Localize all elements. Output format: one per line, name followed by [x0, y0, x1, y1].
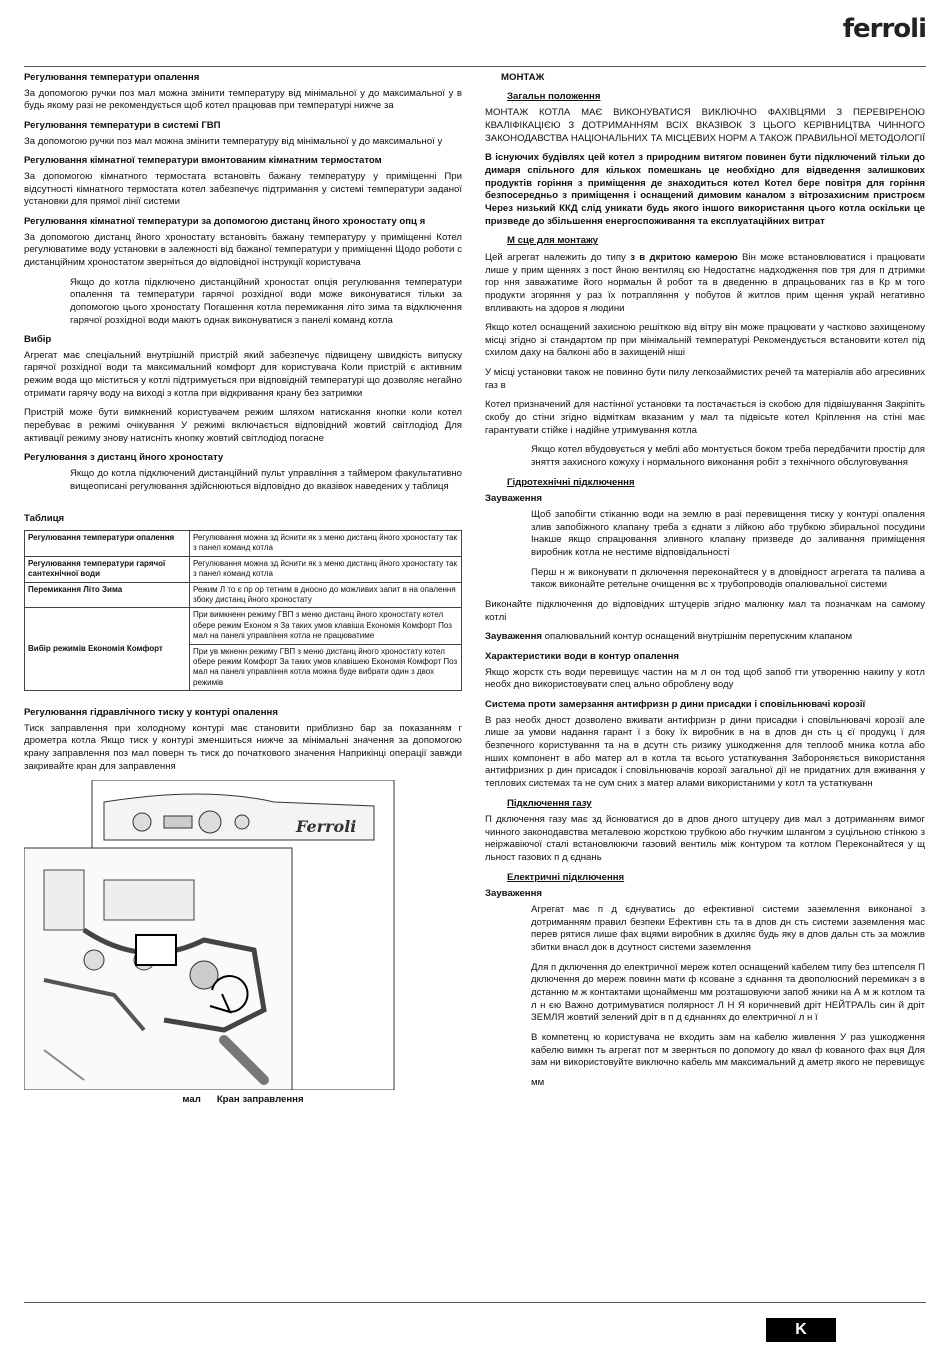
- table-cell-text: При ув мкненн режиму ГВП з меню дистанц йного хроностату котел обере режим Комфорт За таких умов клавішею Економія Комфорт Поз мал на панелі управління котла можна буде вибрати один з двох режимів: [190, 644, 462, 691]
- figure-brand-text: Ferroli: [296, 817, 357, 837]
- table-cell-label: Перемикання Літо Зима: [25, 582, 190, 608]
- warning-paragraph: В існуючих будівлях цей котел з природним витягом повинен бути підключений тільки до димаря спільного для кількох помешкань це необхідно для відведення залишкових продуктів горіння з приміщення де знаходиться котел Котел бере повітря для горіння безпосередньо з приміщення і оснащений димовим каналом з вітрозахисним пристроєм Через низький ККД слід уникати будь якого іншого використання цього котла оскільки це призведе до збільшення енергоспоживання та експлуатаційних витрат: [485, 152, 925, 227]
- figure-caption-number: мал: [182, 1094, 201, 1106]
- table-cell-text: При вимкненн режиму ГВП з меню дистанц йного хроностату котел обере режим Економ я За таких умов клавіша Економія Комфорт Поз мал на панелі управління котла не працюватиме: [190, 608, 462, 644]
- paragraph: За допомогою кімнатного термостата встановіть бажану температуру у приміщенні При відсутності кімнатного термостата котел забезпечує підтримання у системі температури заданої установки для прямої лінії системи: [24, 170, 462, 208]
- table-title: Таблиця: [24, 513, 65, 525]
- note-paragraph: Для п дключення до електричної мереж котел оснащений кабелем типу без штепселя П дключення до мереж повинн мати ф ксоване з єднання та двополюсний перемикач з в дстанню м ж контактами щонайменш мм розташовуючи запоб жники на А м ж котлом та л н єю Важно дотримуватися полярност Л Н Я коричневий дріт НЕЙТРАЛЬ син й дріт ЗЕМЛЯ жовтий зелений дріт в п д єднаннях до електричної л н ї: [531, 961, 925, 1024]
- figure-caption: [24, 1094, 462, 1107]
- paragraph: В раз необх дност дозволено вживати антифризн р дини присадки і сповільнювачі корозії але лише за умови надання гарант ї з боку їх виробник в на в дпов дн сть ц єї продукц ї для безпечного користування та на в дсутн сть ризику ушкодження для теплооб мника котла або нших компонент в або матер ал в котла та всього устаткування Забороняється використання антифризних р дин присадок і сповільнювачів корозії загальної дії не придатних для вживання у теплових системах та не сум сних з матер алами використаними у котл та устаткуванн: [485, 714, 925, 789]
- note-paragraph: Агрегат має п д єднуватись до ефективної системи заземлення виконаної з дотриманням правил безпеки Ефективн сть та в дпов дн сть системи заземлення мас перев рятися лише фах вцями виробник в дхиляє будь яку в дпов дальн сть за можлив збитки внасл док в дсутност системи заземлення: [531, 904, 925, 954]
- table-cell-text: Регулювання можна зд йснити як з меню дистанц йного хроностату так з панел команд котла: [190, 531, 462, 557]
- paragraph: Котел призначений для настінної установки та постачається із скобою для підвішування Закріпіть скобу до стіни згідно відміткам вказаним у мал та підвісьте котел Кріплення на стіні має гарантувати стійке і надійне утримування котла: [485, 399, 925, 436]
- brand-logo: ferroli: [842, 14, 926, 44]
- right-column: [485, 70, 925, 1097]
- paragraph: Якщо жорстк сть води перевищує частин на м л он тод щоб запоб гти утворенню накипу у котл необх дно використовувати спец ально оброблену воду: [485, 666, 925, 691]
- text-span: Цей агрегат належить до типу: [485, 251, 626, 263]
- table-row: [25, 582, 462, 608]
- paragraph: Тиск заправлення при холодному контурі має становити приблизно бар за показанням г дрометра котла Якщо тиск у контурі зменшиться нижче за мінімальні значення за допомогою крану заправлення поз мал поверн ть тиск до початкового значення Наприкінці операції завжди закривайте кран для заправлення: [24, 722, 462, 772]
- heading-room-thermostat: Регулювання кімнатної температури вмонтованим кімнатним термостатом: [24, 155, 382, 167]
- subheading-install-place: М сце для монтажу: [507, 235, 599, 247]
- page-language-label: K: [766, 1318, 836, 1342]
- table-cell-text: Режим Л то є пр ор тетним в дносно до можливих запит в на опалення збоку дистанц йного хроностату: [190, 582, 462, 608]
- table-cell-label: Регулювання температури опалення: [25, 531, 190, 557]
- note-paragraph: Якщо до котла підключений дистанційний пульт управління з таймером факультативно вищеописані регулювання здійснюються відповідно до вказівок наведених у таблиця: [70, 468, 462, 492]
- header-rule: [24, 66, 926, 67]
- paragraph: За допомогою ручки поз мал можна змінити температуру від мінімальної у до максимальної у: [24, 135, 443, 147]
- subheading-hydraulic: Гідротехнічні підключення: [507, 476, 635, 488]
- note-paragraph: Якщо котел вбудовується у меблі або монтується боком треба передбачити простір для зняття захисного кожуху і нормального виконання робіт з технічного обслуговування: [531, 444, 925, 469]
- heading-heating-temp: Регулювання температури опалення: [24, 72, 200, 83]
- heading-note: Зауваження: [485, 888, 542, 900]
- paragraph: За допомогою ручки поз мал можна змінити температуру від мінімальної у до максимальної у в будь якому разі не рекомендується щоб котел працював при температурі нижче за: [24, 87, 462, 112]
- subheading-general: Загальн положення: [507, 90, 601, 102]
- table-cell-text: Регулювання можна зд йснити як з меню дистанц йного хроностату так з панел команд котла: [190, 556, 462, 582]
- figure-caption-text: Кран заправлення: [216, 1094, 304, 1106]
- section-title: МОНТАЖ: [501, 72, 545, 83]
- table-cell-label: Вибір режимів Економія Комфорт: [25, 608, 190, 691]
- paragraph: МОНТАЖ КОТЛА МАЄ ВИКОНУВАТИСЯ ВИКЛЮЧНО ФАХІВЦЯМИ З ПЕРЕВІРЕНОЮ КВАЛІФІКАЦІЄЮ З ДОТРИМАННЯМ ВСІХ ВКАЗІВОК З ЦЬОГО КЕРІВНИЦТВА ЧИННОГО ЗАКОНОДАВСТВА НАЦІОНАЛЬНИХ ТА МІСЦЕВИХ НОРМ А ТАКОЖ ПРАВИЛЬНОЇ МЕТОДОЛОГІЇ: [485, 107, 925, 144]
- heading-dhw-temp: Регулювання температури в системі ГВП: [24, 119, 221, 131]
- table-row: [25, 556, 462, 582]
- left-column: [24, 70, 462, 1107]
- note-paragraph: мм: [531, 1076, 545, 1088]
- note-paragraph: Щоб запобігти стіканню води на землю в разі перевищення тиску у контурі опалення злив запобіжного клапану треба з єднати з лійкою або трубкою збиральної посудини Інакше якщо спрацювання зливного клапану призведе до заливання приміщення виробник котла не нестиме відповідальності: [531, 509, 925, 558]
- paragraph: За допомогою дистанц йного хроностату встановіть бажану температуру у приміщенні Котел регулюватиме воду установки в залежності від бажаної температури у приміщенні Щодо роботи с дистанційним хроностатом зверніться до відповідної інструкції користувача: [24, 231, 462, 268]
- table-cell-label: Регулювання температури гарячої сантехнічної води: [25, 556, 190, 582]
- heading-note: Зауваження: [485, 493, 542, 505]
- paragraph: П дключення газу має зд йснюватися до в дпов дного штуцеру див мал з дотриманням вимог чинного законодавства металевою жорсткою трубкою або гнучким шлангом з суцільною стінкою з неіржавіючої сталі встановлюючи газовий вентиль між контуром та котлом Переконайтеся у щ льност газових п д єднань: [485, 814, 925, 864]
- paragraph: Якщо котел оснащений захисною решіткою від вітру він може працювати у частково захищеному місці згідно зі стандартом пр при мінімальній температурі Рекомендується встановити котел під схилом даху на балконі або в захищеній ніші: [485, 322, 925, 359]
- heading-water: Характеристики води в контур опалення: [485, 650, 680, 662]
- text-bold: Зауваження: [485, 631, 542, 643]
- boiler-illustration: [24, 780, 462, 1090]
- settings-table: [24, 530, 462, 691]
- heading-remote-regulation: Регулювання з дистанц йного хроностату: [24, 452, 224, 464]
- heading-antifreeze: Система проти замерзання антифризн р дини присадки і сповільнювачі корозії: [485, 698, 866, 710]
- paragraph: Виконайте підключення до відповідних штуцерів згідно малюнку мал та позначкам на самому котлі: [485, 598, 925, 623]
- subheading-electrical: Електричні підключення: [507, 871, 625, 883]
- text-span: Він може встановлюватися і працювати лише у прим щеннях з пост йною вентиляц єю Недостатнє надходження пов тря для п дтримки гор ння заважатиме його нормальн й робот та в дведенню в дпрацьованих газ в Кр м того продукти згоряння у раз їх потрапляння у побутов й житлов прим щення украй негативно впливають на здоров я людини: [485, 251, 925, 314]
- footer-rule: [24, 1302, 926, 1303]
- paragraph: [485, 252, 925, 315]
- note-paragraph: Перш н ж виконувати п дключення переконайтеся у в дповідност агрегата та палива а також виконайте ретельне очищення вс х трубопроводів опалювальної системи: [531, 566, 925, 591]
- heading-remote-chrono: Регулювання кімнатної температури за допомогою дистанц йного хроностату опц я: [24, 215, 426, 227]
- text-bold: з в дкритою камерою: [630, 251, 738, 263]
- subheading-gas: Підключення газу: [507, 797, 592, 809]
- boiler-figure: [24, 780, 462, 1090]
- note-paragraph: Якщо до котла підключено дистанційний хроностат опція регулювання температури опалення та температури гарячої розхідної води може виконуватися тільки за допомогою цього хроностату Погашення котла перемикання літо зима та відключення гарячої розхідної води маютъ однак виконуватися з панелі команд котла: [70, 276, 462, 326]
- table-row: [25, 608, 462, 644]
- heading-pressure: Регулювання гідравлічного тиску у контурі опалення: [24, 707, 278, 719]
- paragraph: [485, 631, 925, 644]
- callout-box: [136, 935, 176, 965]
- paragraph: У місці установки також не повинно бути пилу легкозаймистих речей та матеріалів або агресивних газ в: [485, 367, 925, 391]
- heading-choice: Вибір: [24, 334, 52, 346]
- note-paragraph: В компетенц ю користувача не входить зам на кабелю живлення У раз ушкодження кабелю вимкн ть агрегат пот м звернться по допомогу до квал ф кованого фах вця Для зам ни використовуйте виключно кабель мм максимальний д аметр якого не перевищує: [531, 1032, 925, 1069]
- paragraph: Пристрій може бути вимкнений користувачем режим шляхом натискання кнопки коли котел перебуває в режимі очікування У режимі включається відповідний жовтий світлодіод Для активації режиму знову натисніть кнопку жовтий світлодіод погасне: [24, 407, 462, 444]
- paragraph: Агрегат має спеціальний внутрішній пристрій який забезпечує підвищену швидкість випуску гарячої розхідної води та максимальний комфорт для користувача Коли пристрій є активним режим вода що міститься у котлі підтримується при відповідній температурі що дозволяє негайно отримати гарячу воду на виході з котла при відкривання крану без затримки: [24, 349, 462, 399]
- table-row: [25, 531, 462, 557]
- text-span: опалювальний контур оснащений внутрішнім перепускним клапаном: [544, 631, 853, 643]
